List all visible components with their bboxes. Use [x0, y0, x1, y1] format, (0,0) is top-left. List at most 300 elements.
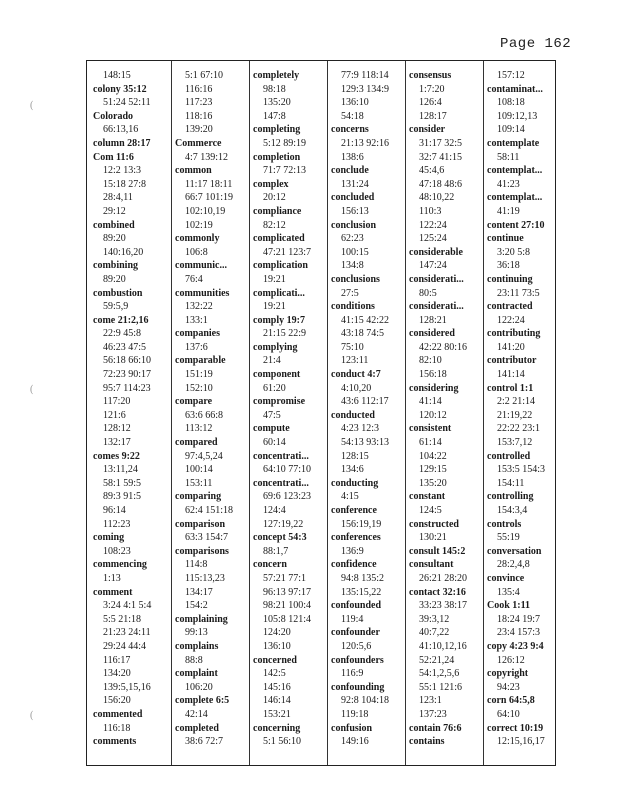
page-reference: 51:24 52:11	[103, 97, 151, 109]
page-reference: 148:15	[103, 70, 131, 81]
page-reference: 23:11 73:5	[497, 287, 540, 299]
page-reference: 154:2	[185, 600, 208, 612]
page-reference: 96:14	[103, 505, 126, 516]
page-reference: 69:6 123:23	[263, 491, 312, 503]
page-reference: 147:8	[263, 110, 286, 122]
index-term: Colorado	[93, 110, 133, 122]
page-reference: 138:6	[341, 151, 364, 163]
page-reference: 153:7,12	[497, 437, 533, 449]
page-reference: 41:15 42:22	[341, 314, 390, 326]
index-term: companies	[175, 328, 220, 340]
index-term: compliance	[253, 205, 302, 217]
index-term: combined	[93, 219, 135, 231]
index-term: communic...	[175, 260, 227, 272]
index-term: conditions	[331, 301, 375, 313]
page-reference: 54:1,2,5,6	[419, 668, 460, 680]
scan-mark: (	[30, 100, 34, 111]
page-reference: 21:13 92:16	[341, 137, 390, 149]
page-reference: 106:20	[185, 681, 213, 693]
index-term: consensus	[409, 70, 452, 81]
page-reference: 157:12	[497, 70, 525, 81]
page-reference: 21:4	[263, 355, 281, 367]
page-reference: 113:12	[185, 423, 213, 435]
page-reference: 124:20	[263, 627, 291, 639]
page-reference: 48:10,22	[419, 192, 455, 204]
page-reference: 109:14	[497, 124, 525, 136]
page-reference: 141:20	[497, 341, 525, 353]
index-term: conclude	[331, 165, 369, 177]
page-reference: 129:3 134:9	[341, 83, 390, 95]
index-term: corn 64:5,8	[487, 695, 535, 707]
page-reference: 94:23	[497, 681, 520, 693]
index-term: comparison	[175, 518, 225, 530]
page-reference: 41:10,12,16	[419, 640, 467, 652]
page-reference: 43:6 112:17	[341, 396, 389, 408]
page-reference: 19:21	[263, 273, 286, 285]
page-reference: 47:18 48:6	[419, 178, 463, 190]
page-reference: 66:7 101:19	[185, 192, 234, 204]
page-reference: 122:24	[419, 219, 447, 231]
index-term: compared	[175, 437, 218, 449]
index-term: contributor	[487, 355, 537, 367]
page-reference: 39:3,12	[419, 613, 450, 625]
index-term: compromise	[253, 396, 306, 408]
page-reference: 134:8	[341, 260, 364, 272]
page-reference: 154:11	[497, 477, 525, 489]
index-term: completely	[253, 70, 300, 81]
index-term: contain 76:6	[409, 722, 462, 734]
page-reference: 5:12 89:19	[263, 137, 307, 149]
index-term: complains	[175, 640, 219, 652]
page-reference: 66:13,16	[103, 124, 139, 136]
page-reference: 89:20	[103, 233, 126, 245]
page-reference: 124:5	[419, 505, 442, 516]
index-term: concentrati...	[253, 450, 309, 462]
page-reference: 4:23 12:3	[341, 423, 380, 435]
index-term: comply 19:7	[253, 314, 305, 326]
page-reference: 56:18 66:10	[103, 355, 152, 367]
index-term: controlled	[487, 450, 531, 462]
index-column-4	[329, 69, 407, 749]
index-term: confounder	[331, 627, 380, 639]
index-column-1	[91, 69, 169, 749]
index-term: copy 4:23 9:4	[487, 640, 544, 652]
page-reference: 133:1	[185, 314, 208, 326]
index-term: compare	[175, 396, 213, 408]
page-reference: 134:17	[185, 586, 213, 598]
page-reference: 121:6	[103, 409, 126, 421]
page-reference: 64:10 77:10	[263, 464, 312, 476]
page-reference: 77:9 118:14	[341, 70, 389, 81]
page-reference: 33:23 38:17	[419, 600, 468, 612]
page-reference: 115:13,23	[185, 572, 225, 584]
page-reference: 156:18	[419, 369, 447, 381]
index-term: contemplat...	[487, 165, 543, 177]
page-reference: 41:14	[419, 396, 442, 408]
page-reference: 110:3	[419, 205, 442, 217]
page-reference: 12:15,16,17	[497, 736, 545, 748]
index-term: continuing	[487, 273, 533, 285]
index-term: considering	[409, 382, 459, 394]
page-reference: 41:19	[497, 205, 520, 217]
page-reference: 1:13	[103, 572, 121, 584]
page-reference: 28:4,11	[103, 192, 133, 204]
index-term: communities	[175, 287, 230, 299]
page-reference: 82:10	[419, 355, 442, 367]
page-reference: 135:15,22	[341, 586, 382, 598]
page-reference: 23:4 157:3	[497, 627, 541, 639]
page-reference: 54:13 93:13	[341, 437, 390, 449]
index-column-5	[407, 69, 485, 749]
page-reference: 28:2,4,8	[497, 559, 530, 571]
index-term: consistent	[409, 423, 452, 435]
page-reference: 135:4	[497, 586, 520, 598]
page-reference: 3:24 4:1 5:4	[103, 600, 152, 612]
index-term: conduct 4:7	[331, 369, 381, 381]
page-reference: 18:24 19:7	[497, 613, 541, 625]
page-reference: 116:17	[103, 654, 131, 666]
index-term: complaining	[175, 613, 228, 625]
page-reference: 72:23 90:17	[103, 369, 152, 381]
index-column-3	[251, 69, 329, 749]
index-term: conversation	[487, 545, 542, 557]
page-reference: 47:21 123:7	[263, 246, 312, 258]
page-reference: 118:16	[185, 110, 213, 122]
index-term: constant	[409, 491, 446, 503]
page-reference: 140:16,20	[103, 246, 144, 258]
index-term: complete 6:5	[175, 695, 230, 707]
page-reference: 128:15	[341, 450, 369, 462]
page-reference: 63:6 66:8	[185, 409, 224, 421]
page-reference: 89:20	[103, 273, 126, 285]
index-term: continue	[487, 233, 524, 245]
page-reference: 117:20	[103, 396, 131, 408]
page-reference: 112:23	[103, 518, 131, 530]
index-term: confounding	[331, 681, 385, 693]
page-reference: 92:8 104:18	[341, 695, 390, 707]
index-term: confusion	[331, 722, 373, 734]
index-term: confounded	[331, 600, 382, 612]
page-reference: 145:16	[263, 681, 291, 693]
index-term: comment	[93, 586, 133, 598]
page-reference: 63:3 154:7	[185, 532, 229, 544]
index-term: commencing	[93, 559, 147, 571]
index-term: concerning	[253, 722, 301, 734]
page-reference: 11:17 18:11	[185, 178, 233, 190]
page-reference: 64:10	[497, 708, 520, 720]
page-reference: 4:7 139:12	[185, 151, 229, 163]
page-reference: 43:18 74:5	[341, 328, 385, 340]
index-term: contributing	[487, 328, 541, 340]
page-reference: 109:12,13	[497, 110, 538, 122]
page-reference: 60:14	[263, 437, 286, 449]
page-reference: 89:3 91:5	[103, 491, 142, 503]
index-term: contains	[409, 736, 445, 748]
page-reference: 52:21,24	[419, 654, 455, 666]
index-term: compute	[253, 423, 290, 435]
page-reference: 104:22	[419, 450, 447, 462]
page-reference: 58:11	[497, 151, 520, 163]
index-column-6	[485, 69, 563, 749]
page-reference: 5:5 21:18	[103, 613, 142, 625]
index-term: complicated	[253, 233, 305, 245]
index-term: comes 9:22	[93, 450, 140, 462]
index-term: completion	[253, 151, 301, 163]
index-term: consultant	[409, 559, 454, 571]
index-term: coming	[93, 532, 125, 544]
index-term: Commerce	[175, 137, 222, 149]
page-reference: 12:2 13:3	[103, 165, 142, 177]
page-reference: 55:19	[497, 532, 520, 544]
page-reference: 98:18	[263, 83, 286, 95]
page-reference: 153:11	[185, 477, 213, 489]
page-reference: 135:20	[263, 97, 291, 109]
index-term: comments	[93, 736, 137, 748]
page-reference: 22:22 23:1	[497, 423, 541, 435]
page-reference: 100:14	[185, 464, 213, 476]
index-term: conclusions	[331, 273, 380, 285]
page-reference: 94:8 135:2	[341, 572, 385, 584]
page-reference: 36:18	[497, 260, 520, 272]
index-term: Cook 1:11	[487, 600, 531, 612]
index-term: considered	[409, 328, 455, 340]
page-reference: 4:10,20	[341, 382, 372, 394]
page-reference: 134:20	[103, 668, 131, 680]
page-reference: 152:10	[185, 382, 213, 394]
page-reference: 57:21 77:1	[263, 572, 307, 584]
page-reference: 130:21	[419, 532, 447, 544]
index-term: completed	[175, 722, 219, 734]
index-term: column 28:17	[93, 137, 151, 149]
index-term: consult 145:2	[409, 545, 466, 557]
index-term: copyright	[487, 668, 529, 680]
page-reference: 46:23 47:5	[103, 341, 147, 353]
page-reference: 75:10	[341, 341, 364, 353]
page-reference: 95:7 114:23	[103, 382, 151, 394]
index-term: considerable	[409, 246, 463, 258]
page-reference: 153:21	[263, 708, 291, 720]
page-reference: 102:10,19	[185, 205, 226, 217]
index-table	[86, 60, 556, 766]
index-term: commonly	[175, 233, 220, 245]
index-term: constructed	[409, 518, 459, 530]
page-reference: 29:12	[103, 205, 126, 217]
page-reference: 151:19	[185, 369, 213, 381]
index-term: comparable	[175, 355, 226, 367]
index-term: conducted	[331, 409, 375, 421]
page-reference: 29:24 44:4	[103, 640, 147, 652]
page-reference: 156:20	[103, 695, 131, 707]
page-reference: 5:1 56:10	[263, 736, 302, 748]
page-reference: 149:16	[341, 736, 369, 748]
page-reference: 55:1 121:6	[419, 681, 463, 693]
page-reference: 116:18	[103, 722, 131, 734]
page-reference: 124:4	[263, 505, 286, 516]
page-reference: 129:15	[419, 464, 447, 476]
page-reference: 96:13 97:17	[263, 586, 312, 598]
index-term: common	[175, 165, 212, 177]
page-reference: 54:18	[341, 110, 364, 122]
index-term: contact 32:16	[409, 586, 466, 598]
index-term: convince	[487, 572, 525, 584]
page-reference: 22:9 45:8	[103, 328, 142, 340]
page-reference: 3:20 5:8	[497, 246, 531, 258]
page-reference: 154:3,4	[497, 505, 528, 516]
page-reference: 156:19,19	[341, 518, 382, 530]
page-reference: 108:23	[103, 545, 131, 557]
index-term: considerati...	[409, 273, 464, 285]
page-reference: 120:5,6	[341, 640, 372, 652]
page-reference: 61:20	[263, 382, 286, 394]
index-term: contemplat...	[487, 192, 543, 204]
page-reference: 134:6	[341, 464, 364, 476]
page-reference: 136:9	[341, 545, 364, 557]
index-term: comparisons	[175, 545, 229, 557]
page-reference: 108:18	[497, 97, 525, 109]
page-reference: 147:24	[419, 260, 447, 272]
index-term: content 27:10	[487, 219, 545, 231]
index-term: combustion	[93, 287, 143, 299]
page-reference: 76:4	[185, 273, 203, 285]
page-reference: 135:20	[419, 477, 447, 489]
page-reference: 126:12	[497, 654, 525, 666]
index-term: concerns	[331, 124, 369, 136]
column-divider	[171, 61, 172, 765]
index-term: concept 54:3	[253, 532, 307, 544]
page-reference: 125:24	[419, 233, 447, 245]
page-reference: 98:21 100:4	[263, 600, 312, 612]
page-reference: 40:7,22	[419, 627, 450, 639]
index-term: complaint	[175, 668, 218, 680]
index-term: conducting	[331, 477, 379, 489]
index-term: contaminat...	[487, 83, 543, 95]
page-reference: 139:5,15,16	[103, 681, 151, 693]
page-reference: 82:12	[263, 219, 286, 231]
page-reference: 47:5	[263, 409, 281, 421]
page-reference: 139:20	[185, 124, 213, 136]
page-reference: 41:23	[497, 178, 520, 190]
index-term: complying	[253, 341, 298, 353]
index-term: concern	[253, 559, 287, 571]
page-reference: 137:6	[185, 341, 208, 353]
index-term: Com 11:6	[93, 151, 134, 163]
page-reference: 128:12	[103, 423, 131, 435]
page-reference: 123:11	[341, 355, 369, 367]
index-term: controls	[487, 518, 522, 530]
index-term: correct 10:19	[487, 722, 544, 734]
page-reference: 136:10	[341, 97, 369, 109]
page-reference: 21:19,22	[497, 409, 533, 421]
page-reference: 42:22 80:16	[419, 341, 468, 353]
page-reference: 80:5	[419, 287, 437, 299]
page-reference: 59:5,9	[103, 301, 129, 313]
index-term: complicati...	[253, 287, 305, 299]
page-reference: 146:14	[263, 695, 291, 707]
page-reference: 106:8	[185, 246, 208, 258]
page-reference: 141:14	[497, 369, 525, 381]
index-term: conference	[331, 505, 377, 516]
page-reference: 21:23 24:11	[103, 627, 151, 639]
index-term: conferences	[331, 532, 381, 544]
page-reference: 116:16	[185, 83, 213, 95]
page-reference: 13:11,24	[103, 464, 138, 476]
page-reference: 114:8	[185, 559, 208, 571]
page-reference: 71:7 72:13	[263, 165, 307, 177]
index-term: control 1:1	[487, 382, 534, 394]
index-term: confounders	[331, 654, 384, 666]
index-column-2	[173, 69, 251, 749]
index-term: controlling	[487, 491, 534, 503]
page-reference: 105:8 121:4	[263, 613, 312, 625]
index-term: combining	[93, 260, 139, 272]
page-reference: 127:19,22	[263, 518, 304, 530]
index-term: concluded	[331, 192, 375, 204]
page-reference: 88:8	[185, 654, 203, 666]
index-term: contracted	[487, 301, 533, 313]
page-reference: 21:15 22:9	[263, 328, 307, 340]
page-reference: 62:23	[341, 233, 364, 245]
page-reference: 123:1	[419, 695, 442, 707]
page-reference: 100:15	[341, 246, 369, 258]
page-reference: 2:2 21:14	[497, 396, 536, 408]
page-reference: 122:24	[497, 314, 525, 326]
page-reference: 119:4	[341, 613, 364, 625]
index-term: contemplate	[487, 137, 540, 149]
page-reference: 119:18	[341, 708, 369, 720]
page-reference: 62:4 151:18	[185, 505, 234, 516]
index-term: consider	[409, 124, 446, 136]
scan-mark: (	[30, 384, 34, 395]
index-term: come 21:2,16	[93, 314, 149, 326]
page-reference: 132:22	[185, 301, 213, 313]
page-reference: 153:5 154:3	[497, 464, 546, 476]
scan-mark: (	[30, 710, 34, 721]
page-reference: 117:23	[185, 97, 213, 109]
page-reference: 126:4	[419, 97, 442, 109]
page-reference: 136:10	[263, 640, 291, 652]
page-reference: 128:17	[419, 110, 447, 122]
index-term: colony 35:12	[93, 83, 147, 95]
page-reference: 99:13	[185, 627, 208, 639]
page-reference: 5:1 67:10	[185, 70, 224, 81]
page-reference: 132:17	[103, 437, 131, 449]
index-term: concentrati...	[253, 477, 309, 489]
page-reference: 38:6 72:7	[185, 736, 224, 748]
index-term: conclusion	[331, 219, 377, 231]
page-reference: 137:23	[419, 708, 447, 720]
page-number: Page 162	[500, 36, 572, 52]
page-reference: 20:12	[263, 192, 286, 204]
page-reference: 156:13	[341, 205, 369, 217]
page-reference: 116:9	[341, 668, 364, 680]
page-reference: 32:7 41:15	[419, 151, 463, 163]
page-reference: 128:21	[419, 314, 447, 326]
page-reference: 45:4,6	[419, 165, 445, 177]
page-reference: 142:5	[263, 668, 286, 680]
index-term: component	[253, 369, 301, 381]
page-reference: 61:14	[419, 437, 442, 449]
page-reference: 102:19	[185, 219, 213, 231]
page-reference: 97:4,5,24	[185, 450, 223, 462]
index-term: complex	[253, 178, 289, 190]
page-reference: 26:21 28:20	[419, 572, 468, 584]
page-reference: 120:12	[419, 409, 447, 421]
index-term: confidence	[331, 559, 377, 571]
index-term: completing	[253, 124, 301, 136]
page-reference: 58:1 59:5	[103, 477, 142, 489]
page-reference: 15:18 27:8	[103, 178, 147, 190]
page-reference: 42:14	[185, 708, 208, 720]
